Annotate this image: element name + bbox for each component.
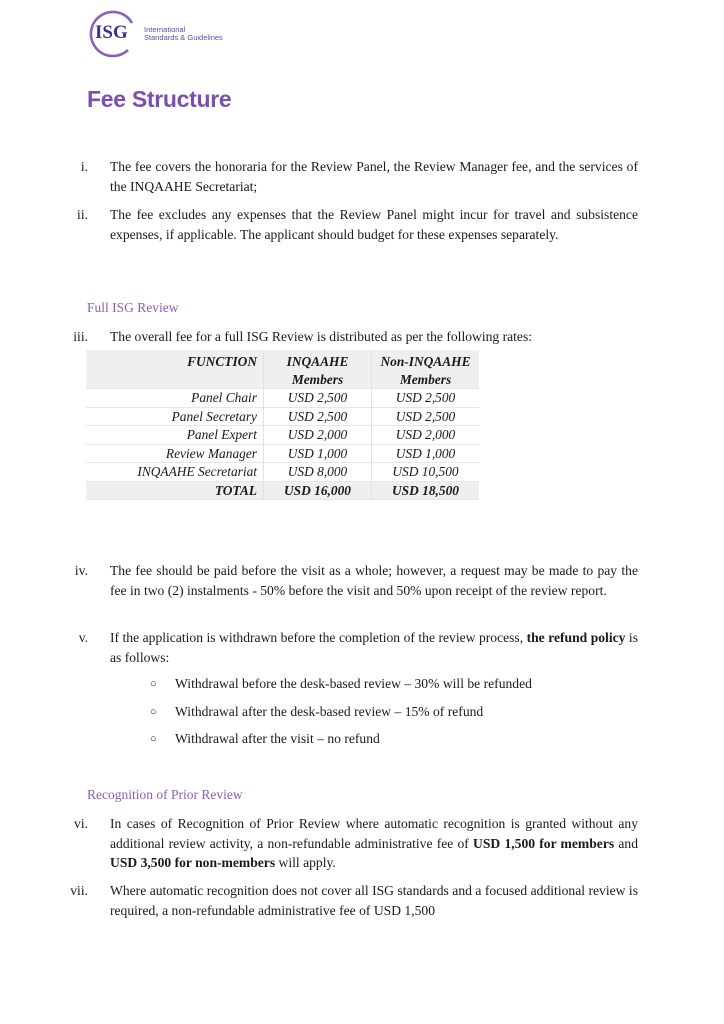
member-fee-cell: USD 1,000 — [264, 444, 372, 463]
list-item-iv — [64, 561, 638, 600]
fee-table — [86, 350, 479, 500]
header-non-members: Non-INQAAHE Members — [372, 350, 480, 389]
isg-logo-mark — [88, 9, 138, 59]
member-fee-cell: USD 2,500 — [264, 407, 372, 426]
header-members: INQAAHE Members — [264, 350, 372, 389]
item-text — [110, 628, 638, 667]
total-non-members: USD 18,500 — [372, 481, 480, 500]
circle-bullet-icon: ○ — [150, 733, 157, 745]
circle-bullet-icon: ○ — [150, 705, 157, 718]
item-text: Where automatic recognition does not cover all ISG standards and a focused additional review is required, a non-refundable administrative fee of USD 1,500 — [110, 883, 638, 918]
table-row — [86, 426, 479, 445]
table-header-row — [86, 350, 479, 389]
item-number: iii. — [73, 329, 88, 344]
item-text: The overall fee for a full ISG Review is distributed as per the following rates: — [110, 329, 533, 344]
circle-bullet-icon: ○ — [150, 678, 157, 690]
list-item-v — [64, 628, 638, 667]
text-segment: and — [614, 835, 639, 851]
non-member-fee-cell: USD 2,500 — [372, 389, 480, 408]
item-number: v. — [78, 630, 88, 645]
list-item-vii — [64, 881, 638, 920]
function-cell: Review Manager — [86, 444, 264, 463]
item-text: The fee excludes any expenses that the Review Panel might incur for travel and subsistence expenses, if applicable. The applicant should budget for these expenses separately. — [110, 207, 638, 242]
list-item-i — [64, 157, 638, 196]
logo-line-2: Standards & Guidelines — [144, 33, 223, 42]
member-fee-cell: USD 2,000 — [264, 426, 372, 445]
total-label: TOTAL — [86, 481, 264, 500]
function-cell: Panel Chair — [86, 389, 264, 408]
function-cell: Panel Secretary — [86, 407, 264, 426]
non-member-fee-cell: USD 10,500 — [372, 463, 480, 482]
item-number: ii. — [77, 207, 88, 222]
text-segment: will apply. — [275, 855, 336, 870]
member-fee-cell: USD 8,000 — [264, 463, 372, 482]
table-row — [86, 407, 479, 426]
logo-mark-text: ISG — [95, 22, 128, 43]
item-text: The fee covers the honoraria for the Review Panel, the Review Manager fee, and the services of the INQAAHE Secretariat; — [110, 159, 638, 194]
isg-logo — [88, 9, 223, 59]
text-segment: If the application is withdrawn before the completion of the review process, — [110, 630, 527, 645]
text-segment: is as follows: — [110, 630, 639, 665]
table-total-row — [86, 481, 479, 500]
table-row — [86, 389, 479, 408]
item-number: vii. — [70, 883, 88, 898]
logo-wordmark — [144, 26, 223, 42]
list-item-vi — [64, 814, 638, 873]
non-member-fee-emphasis: USD 3,500 for non-members — [110, 855, 276, 870]
table-row — [86, 444, 479, 463]
member-fee-emphasis: USD 1,500 for members — [473, 835, 615, 851]
function-cell: Panel Expert — [86, 426, 264, 445]
text-segment: In cases of Recognition of Prior Review where automatic recognition is granted without any additional review activity, a non-refundable administrative fee of — [110, 816, 638, 851]
member-fee-cell: USD 2,500 — [264, 389, 372, 408]
item-text — [110, 814, 638, 873]
refund-item — [150, 704, 532, 732]
header-function: FUNCTION — [86, 350, 264, 389]
list-item-ii — [64, 205, 638, 244]
refund-text: Withdrawal after the desk-based review – 15% of refund — [175, 703, 484, 719]
table-row — [86, 463, 479, 482]
refund-text: Withdrawal before the desk-based review – 30% will be refunded — [175, 676, 532, 691]
page-title: Fee Structure — [87, 86, 232, 112]
refund-list — [150, 676, 532, 759]
refund-text: Withdrawal after the visit – no refund — [175, 731, 380, 746]
list-item-iii — [64, 327, 638, 347]
non-member-fee-cell: USD 1,000 — [372, 444, 480, 463]
total-members: USD 16,000 — [264, 481, 372, 500]
refund-item — [150, 731, 532, 759]
item-number: iv. — [74, 563, 88, 578]
non-member-fee-cell: USD 2,500 — [372, 407, 480, 426]
item-number: vi. — [74, 816, 88, 831]
item-text: The fee should be paid before the visit as a whole; however, a request may be made to pay the fee in two (2) instalments - 50% before the visit and 50% upon receipt of the review report. — [110, 563, 638, 598]
function-cell: INQAAHE Secretariat — [86, 463, 264, 482]
section-heading-prior-review: Recognition of Prior Review — [87, 787, 243, 802]
non-member-fee-cell: USD 2,000 — [372, 426, 480, 445]
section-heading-full-review: Full ISG Review — [87, 300, 179, 315]
logo-line-1: International — [144, 25, 186, 34]
item-number: i. — [80, 159, 88, 174]
refund-item — [150, 676, 532, 704]
refund-policy-emphasis: the refund policy — [526, 630, 626, 645]
